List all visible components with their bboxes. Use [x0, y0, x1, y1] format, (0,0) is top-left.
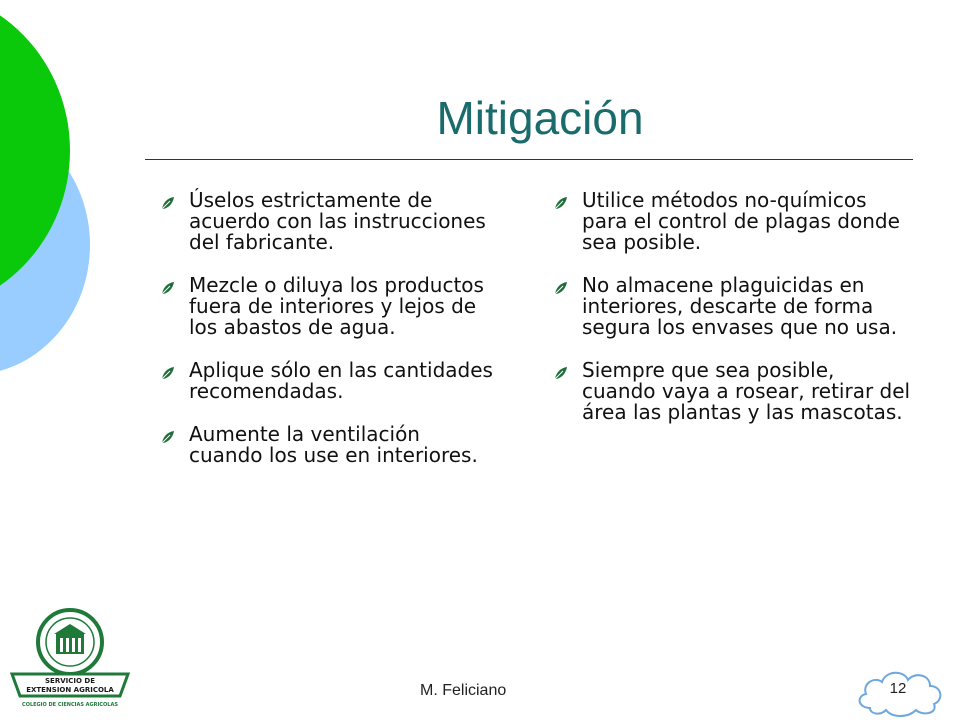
left-bullet-column [160, 190, 495, 488]
title-divider [145, 159, 913, 160]
leaf-bullet-icon [553, 365, 569, 381]
bullet-item: Mezcle o diluya los productos fuera de interiores y lejos de los abastos de agua. [160, 275, 495, 338]
bullet-item: Aplique sólo en las cantidades recomendadas. [160, 360, 495, 402]
leaf-bullet-icon [160, 365, 176, 381]
logo-line2: EXTENSION AGRICOLA [26, 686, 114, 694]
leaf-bullet-icon [160, 195, 176, 211]
leaf-bullet-icon [160, 429, 176, 445]
leaf-bullet-icon [160, 280, 176, 296]
logo-line3: COLEGIO DE CIENCIAS AGRICOLAS [22, 702, 118, 708]
footer-author: M. Feliciano [420, 682, 507, 699]
slide-title: Mitigación [436, 92, 644, 144]
leaf-bullet-icon [553, 195, 569, 211]
page-number: 12 [889, 680, 907, 697]
logo-line1: SERVICIO DE [45, 677, 95, 685]
bullet-item: Aumente la ventilación cuando los use en interiores. [160, 424, 495, 466]
bullet-item: Úselos estrictamente de acuerdo con las instrucciones del fabricante. [160, 190, 495, 253]
leaf-bullet-icon [553, 280, 569, 296]
bullet-item: Siempre que sea posible, cuando vaya a rosear, retirar del área las plantas y las mascotas. [553, 360, 913, 423]
right-bullet-column [553, 190, 913, 445]
bullet-item: Utilice métodos no-químicos para el control de plagas donde sea posible. [553, 190, 913, 253]
bullet-item: No almacene plaguicidas en interiores, descarte de forma segura los envases que no usa. [553, 275, 913, 338]
extension-agricola-logo [10, 604, 130, 712]
